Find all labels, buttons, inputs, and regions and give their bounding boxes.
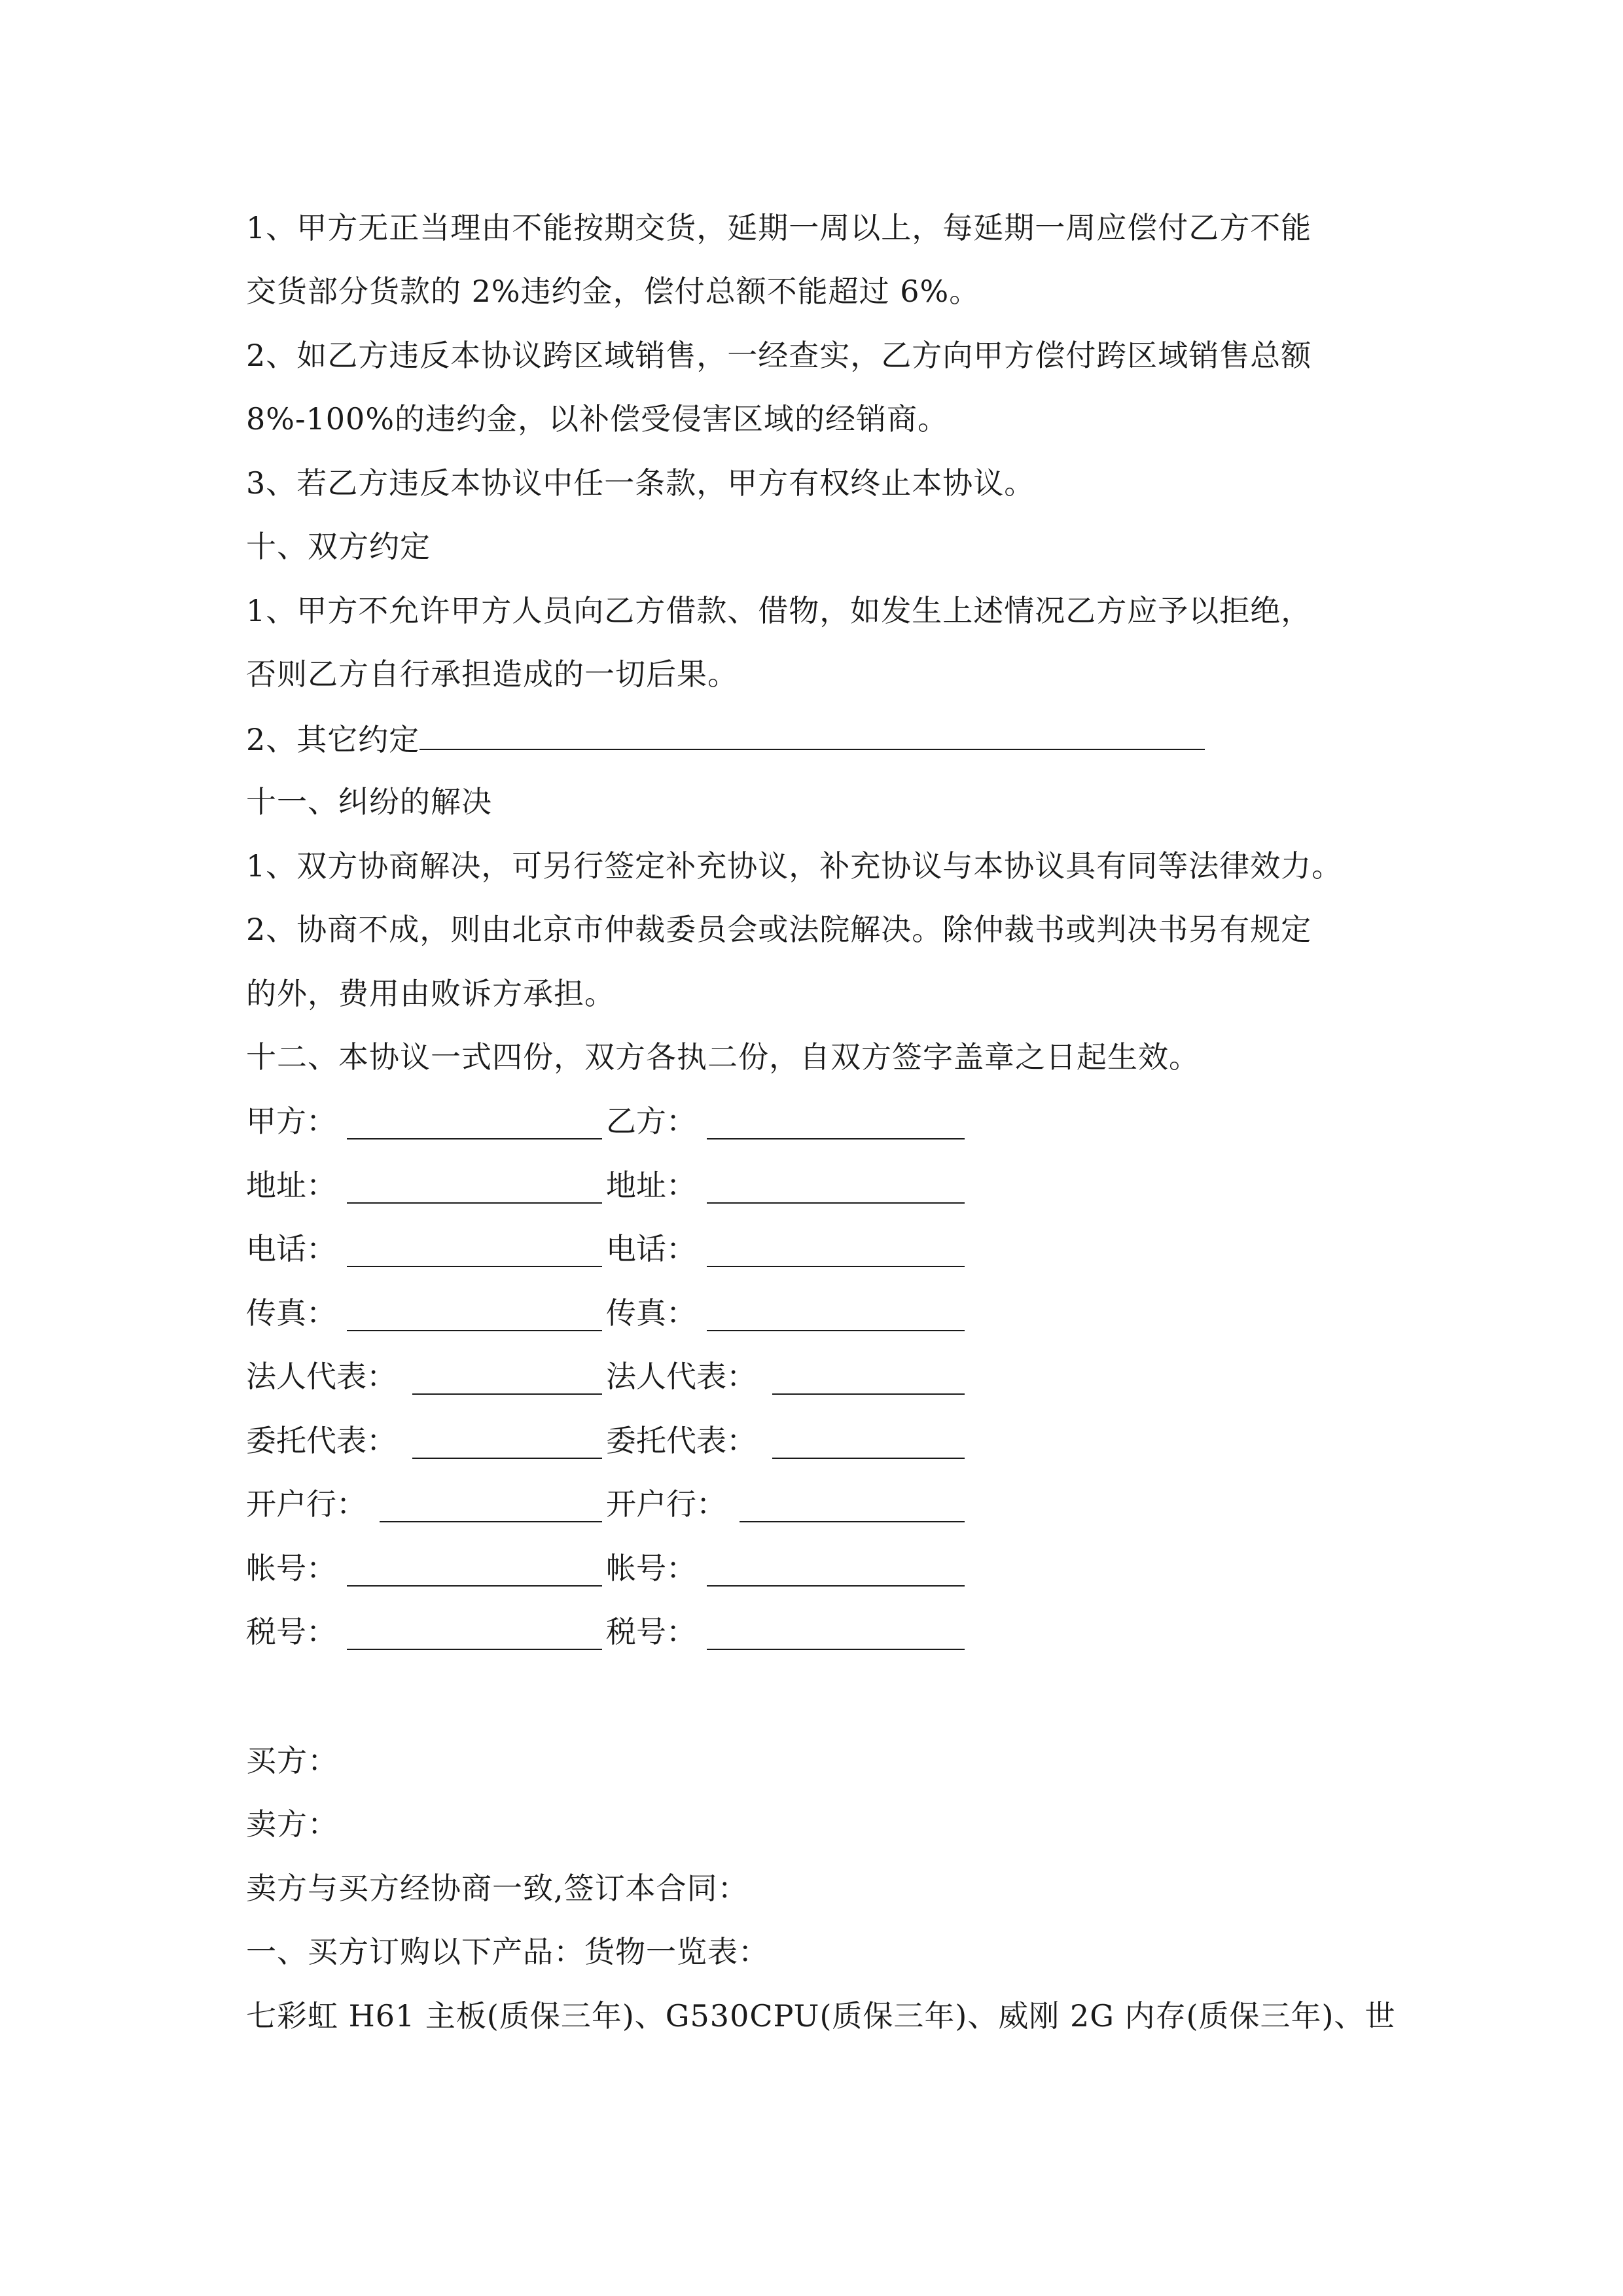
section-11-clause-1: 1、双方协商解决，可另行签定补充协议，补充协议与本协议具有同等法律效力。 bbox=[246, 848, 1343, 884]
other-agreement-blank bbox=[419, 719, 1205, 750]
party-a-field-label: 委托代表： bbox=[246, 1423, 397, 1458]
party-b-field-label: 帐号： bbox=[606, 1551, 696, 1586]
penalty-clause-1-line-1: 1、甲方无正当理由不能按期交货，延期一周以上，每延期一周应偿付乙方不能 bbox=[246, 210, 1312, 245]
party-b-field-blank[interactable] bbox=[772, 1393, 965, 1395]
penalty-clause-3: 3、若乙方违反本协议中任一条款，甲方有权终止本协议。 bbox=[246, 465, 1035, 501]
party-b-field-label: 税号： bbox=[606, 1614, 696, 1649]
party-b-field-blank[interactable] bbox=[707, 1138, 965, 1139]
party-b-field-label: 委托代表： bbox=[606, 1423, 757, 1458]
party-a-field-blank[interactable] bbox=[412, 1393, 602, 1395]
party-a-field-blank[interactable] bbox=[412, 1458, 602, 1459]
order-item-title: 一、买方订购以下产品：货物一览表： bbox=[246, 1934, 769, 1969]
party-b-field-label: 乙方： bbox=[606, 1103, 696, 1139]
section-10-title: 十、双方约定 bbox=[246, 529, 431, 564]
party-a-field-blank[interactable] bbox=[347, 1138, 602, 1139]
party-b-field-blank[interactable] bbox=[707, 1266, 965, 1267]
party-a-field-label: 帐号： bbox=[246, 1551, 336, 1586]
section-11-clause-2-line-1: 2、协商不成，则由北京市仲裁委员会或法院解决。除仲裁书或判决书另有规定 bbox=[246, 912, 1312, 947]
buyer-label: 买方： bbox=[246, 1743, 338, 1778]
penalty-clause-2-line-2: 8%-100%的违约金，以补偿受侵害区域的经销商。 bbox=[246, 401, 949, 437]
penalty-clause-2-line-1: 2、如乙方违反本协议跨区域销售，一经查实，乙方向甲方偿付跨区域销售总额 bbox=[246, 338, 1312, 373]
party-a-field-label: 传真： bbox=[246, 1295, 336, 1331]
party-b-field-label: 开户行： bbox=[606, 1486, 726, 1522]
section-12-text: 十二、本协议一式四份，双方各执二份，自双方签字盖章之日起生效。 bbox=[246, 1039, 1200, 1075]
party-a-field-blank[interactable] bbox=[347, 1585, 602, 1587]
seller-label: 卖方： bbox=[246, 1806, 338, 1842]
party-a-field-label: 电话： bbox=[246, 1231, 336, 1266]
party-a-field-label: 地址： bbox=[246, 1168, 336, 1203]
party-b-field-label: 法人代表： bbox=[606, 1359, 757, 1394]
section-10-clause-1-line-1: 1、甲方不允许甲方人员向乙方借款、借物，如发生上述情况乙方应予以拒绝， bbox=[246, 593, 1312, 628]
party-b-field-blank[interactable] bbox=[740, 1521, 965, 1522]
section-10-clause-1-line-2: 否则乙方自行承担造成的一切后果。 bbox=[246, 656, 738, 692]
party-a-field-blank[interactable] bbox=[380, 1521, 602, 1522]
section-11-clause-2-line-2: 的外，费用由败诉方承担。 bbox=[246, 976, 615, 1011]
party-b-field-label: 电话： bbox=[606, 1231, 696, 1266]
party-b-field-label: 传真： bbox=[606, 1295, 696, 1331]
party-a-field-blank[interactable] bbox=[347, 1266, 602, 1267]
party-a-field-label: 开户行： bbox=[246, 1486, 366, 1522]
party-a-field-label: 税号： bbox=[246, 1614, 336, 1649]
party-a-field-label: 甲方： bbox=[246, 1103, 336, 1139]
section-11-title: 十一、纠纷的解决 bbox=[246, 784, 492, 819]
party-a-field-blank[interactable] bbox=[347, 1649, 602, 1650]
product-list-line: 七彩虹 H61 主板(质保三年)、G530CPU(质保三年)、威刚 2G 内存(质保三年)、世 bbox=[246, 1998, 1396, 2034]
party-b-field-blank[interactable] bbox=[707, 1585, 965, 1587]
party-b-field-blank[interactable] bbox=[707, 1202, 965, 1204]
party-b-field-blank[interactable] bbox=[707, 1649, 965, 1650]
contract-intro: 卖方与买方经协商一致,签订本合同： bbox=[246, 1871, 749, 1906]
party-b-field-blank[interactable] bbox=[707, 1330, 965, 1331]
penalty-clause-1-line-2: 交货部分货款的 2%违约金，偿付总额不能超过 6%。 bbox=[246, 274, 980, 309]
party-a-field-blank[interactable] bbox=[347, 1202, 602, 1204]
party-a-field-blank[interactable] bbox=[347, 1330, 602, 1331]
party-b-field-blank[interactable] bbox=[772, 1458, 965, 1459]
party-b-field-label: 地址： bbox=[606, 1168, 696, 1203]
party-a-field-label: 法人代表： bbox=[246, 1359, 397, 1394]
other-agreement-label: 2、其它约定 bbox=[246, 722, 420, 757]
section-10-clause-2 bbox=[246, 719, 1205, 758]
